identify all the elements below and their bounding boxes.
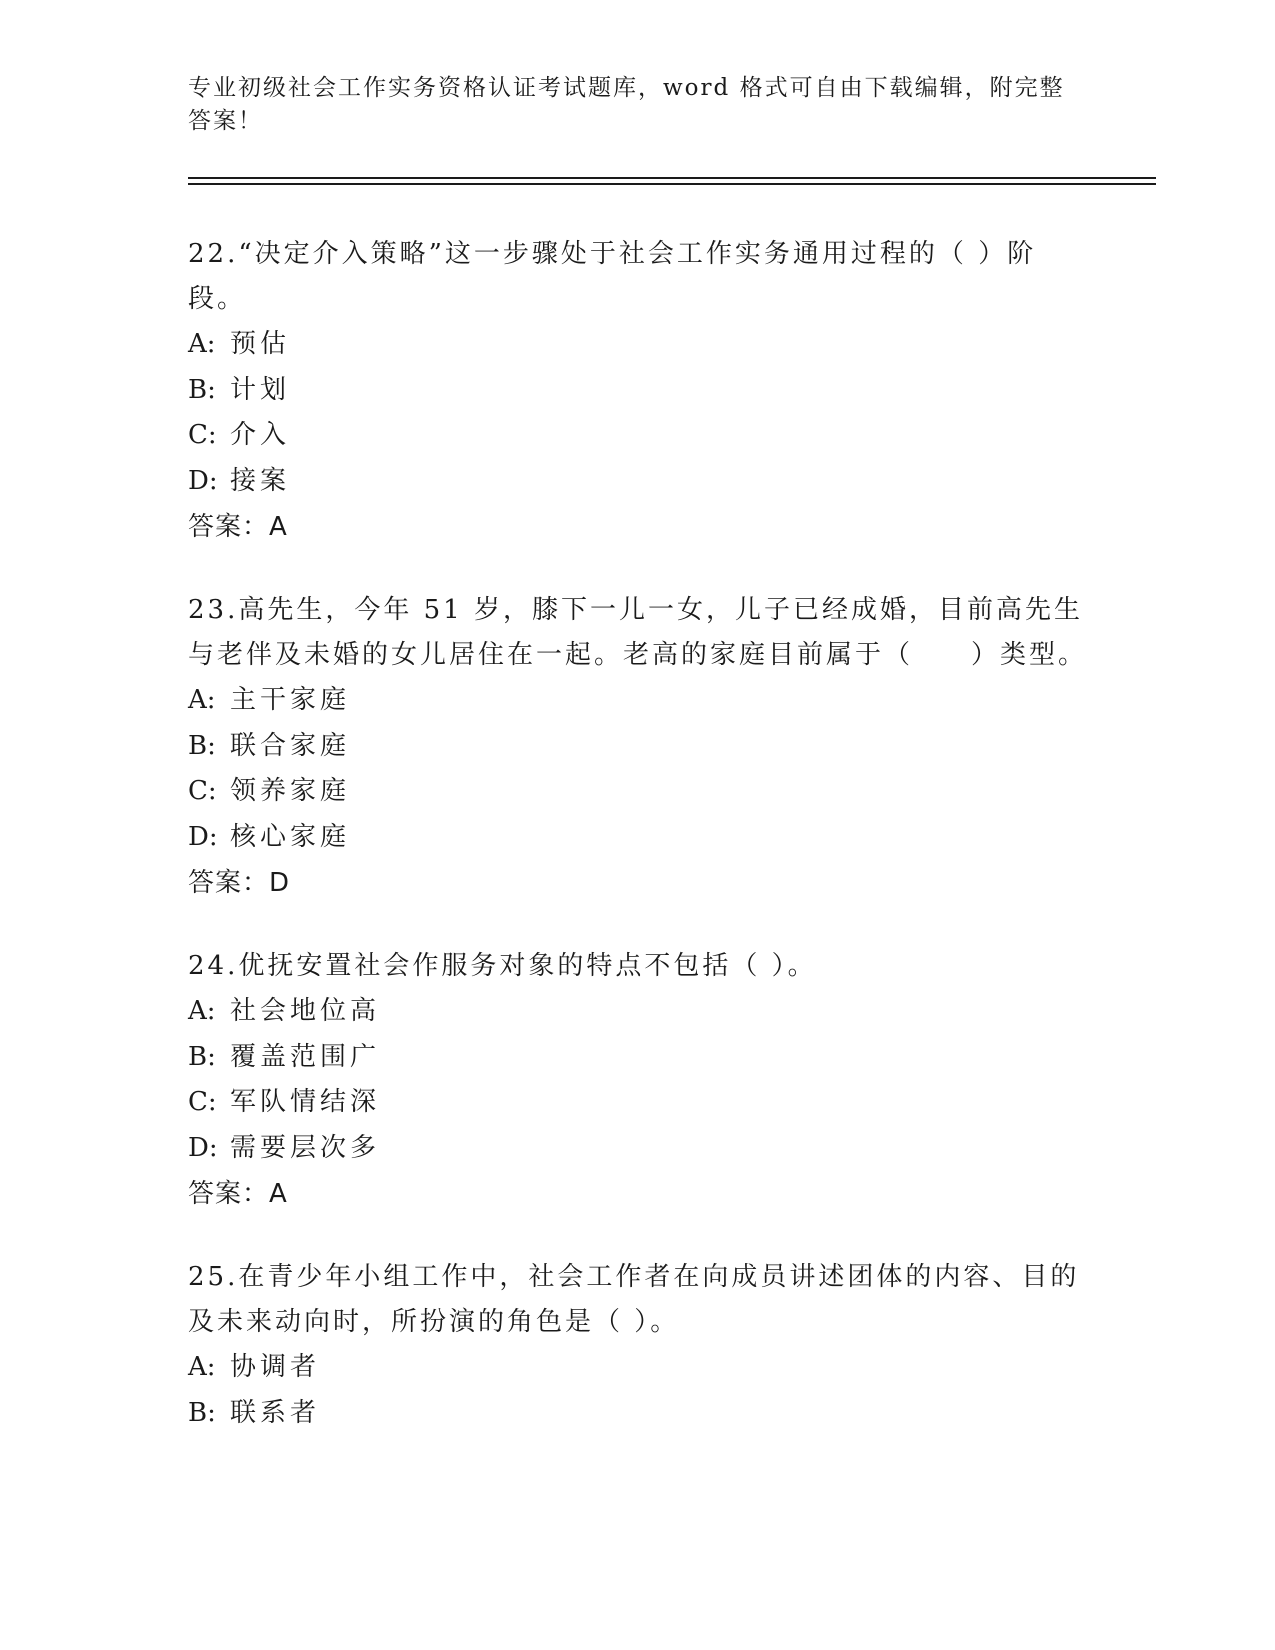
option-a xyxy=(188,322,1088,368)
option-key: A: xyxy=(188,685,216,715)
question-stem: 25.在青少年小组工作中，社会工作者在向成员讲述团体的内容、目的及未来动向时，所扮演的角色是（ ）。 xyxy=(188,1262,1080,1337)
option-b xyxy=(188,1035,1088,1081)
option-d xyxy=(188,459,1088,505)
question-list xyxy=(188,232,1088,1474)
option-text: 主干家庭 xyxy=(230,685,351,715)
option-key: C: xyxy=(188,776,217,806)
answer-line: 答案：A xyxy=(188,1179,288,1209)
option-c xyxy=(188,413,1088,459)
option-key: A: xyxy=(188,1352,216,1382)
question-23 xyxy=(188,588,1088,906)
option-text: 接案 xyxy=(230,465,291,496)
question-22 xyxy=(188,232,1088,550)
option-text: 协调者 xyxy=(230,1352,321,1382)
option-key: B: xyxy=(188,730,216,761)
option-key: B: xyxy=(188,1041,216,1072)
option-text: 联系者 xyxy=(230,1397,321,1428)
option-key: C: xyxy=(188,420,217,450)
option-text: 介入 xyxy=(230,420,291,450)
option-key: C: xyxy=(188,1087,217,1117)
option-c xyxy=(188,1080,1088,1126)
option-d xyxy=(188,1126,1088,1172)
document-header xyxy=(188,72,1068,138)
option-text: 核心家庭 xyxy=(230,821,351,852)
header-rule-bottom xyxy=(188,183,1156,185)
option-b xyxy=(188,1391,1088,1437)
header-title: 专业初级社会工作实务资格认证考试题库，word 格式可自由下载编辑，附完整答案！ xyxy=(188,75,1065,134)
option-b xyxy=(188,724,1088,770)
option-text: 需要层次多 xyxy=(230,1132,381,1163)
option-a xyxy=(188,678,1088,724)
question-stem: 22.“决定介入策略”这一步骤处于社会工作实务通用过程的（ ）阶段。 xyxy=(188,239,1037,314)
option-key: B: xyxy=(188,374,216,405)
question-25 xyxy=(188,1255,1088,1436)
answer-line: 答案：D xyxy=(188,868,291,898)
option-key: B: xyxy=(188,1397,216,1428)
option-text: 军队情结深 xyxy=(230,1087,381,1117)
option-key: A: xyxy=(188,329,216,359)
option-text: 预估 xyxy=(230,329,291,359)
option-text: 联合家庭 xyxy=(230,730,351,761)
option-key: D: xyxy=(188,1132,218,1163)
option-key: D: xyxy=(188,821,218,852)
option-text: 领养家庭 xyxy=(230,776,351,806)
option-text: 覆盖范围广 xyxy=(230,1041,381,1072)
question-stem: 23.高先生，今年 51 岁，膝下一儿一女，儿子已经成婚，目前高先生与老伴及未婚的女儿居住在一起。老高的家庭目前属于（ ）类型。 xyxy=(188,595,1088,670)
option-b xyxy=(188,368,1088,414)
option-c xyxy=(188,769,1088,815)
option-text: 社会地位高 xyxy=(230,996,381,1026)
option-a xyxy=(188,989,1088,1035)
answer-line: 答案：A xyxy=(188,512,288,542)
option-text: 计划 xyxy=(230,374,291,405)
option-a xyxy=(188,1345,1088,1391)
question-24 xyxy=(188,944,1088,1217)
header-rule-top xyxy=(188,177,1156,179)
option-d xyxy=(188,815,1088,861)
question-stem: 24.优抚安置社会作服务对象的特点不包括（ ）。 xyxy=(188,951,817,981)
option-key: D: xyxy=(188,465,218,496)
option-key: A: xyxy=(188,996,216,1026)
